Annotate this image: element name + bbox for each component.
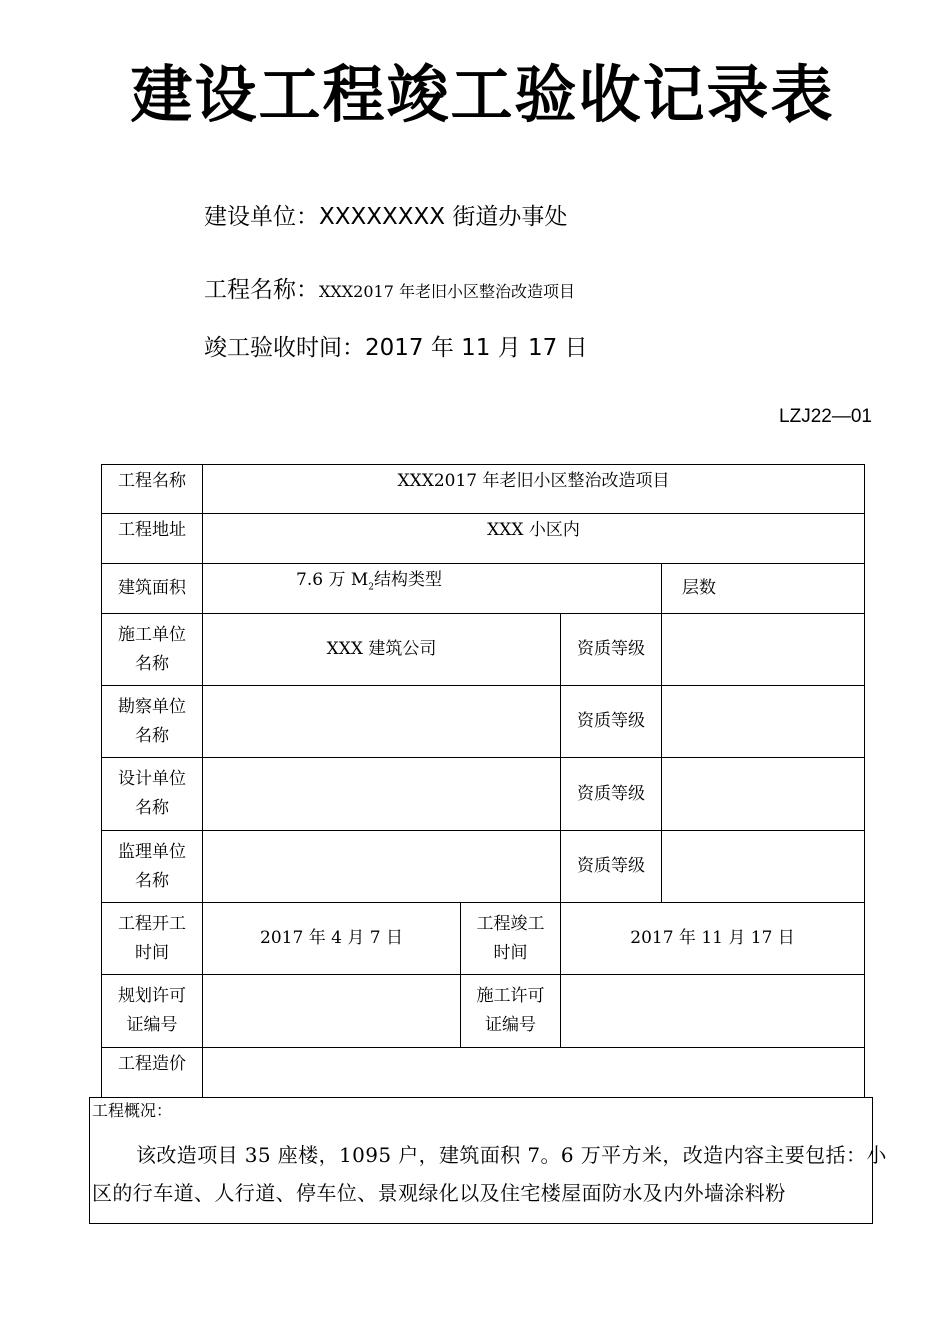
supervision-qualification-label: 资质等级 <box>561 831 662 903</box>
project-overview <box>89 1097 887 1224</box>
table-row <box>102 686 865 758</box>
table-row <box>102 514 865 564</box>
planning-permit-value <box>203 975 461 1048</box>
contractor-value: XXX 建筑公司 <box>203 614 561 686</box>
survey-value <box>203 686 561 758</box>
document-title: 建设工程竣工验收记录表 <box>130 58 835 131</box>
cost-label: 工程造价 <box>102 1048 203 1098</box>
project-value: XXX2017 年老旧小区整治改造项目 <box>319 282 575 301</box>
survey-qualification-label: 资质等级 <box>561 686 662 758</box>
table-row <box>102 614 865 686</box>
table-row <box>102 564 865 614</box>
address-value: XXX 小区内 <box>203 514 865 564</box>
construction-permit-value <box>561 975 865 1048</box>
finish-date-value: 2017 年 11 月 17 日 <box>561 903 865 975</box>
area-unit-sub: 2 <box>368 582 374 593</box>
start-date-value: 2017 年 4 月 7 日 <box>203 903 461 975</box>
structure-label: 结构类型 <box>373 570 442 590</box>
overview-label: 工程概况： <box>92 1101 173 1120</box>
planning-permit-label: 规划许可证编号 <box>102 975 203 1048</box>
supervision-value <box>203 831 561 903</box>
table-row <box>102 1048 865 1098</box>
cost-value <box>203 1048 865 1098</box>
survey-label: 勘察单位名称 <box>102 686 203 758</box>
table-row <box>102 975 865 1048</box>
floors-label: 层数 <box>662 564 865 614</box>
table-row <box>102 758 865 831</box>
acceptance-date-value: 2017 年 11 月 17 日 <box>365 335 588 361</box>
builder-label: 建设单位： <box>204 204 319 230</box>
contractor-qualification-value <box>662 614 865 686</box>
table-row <box>102 831 865 903</box>
form-code: LZJ22—01 <box>779 406 872 427</box>
project-name-value: XXX2017 年老旧小区整治改造项目 <box>203 465 865 514</box>
overview-text: 该改造项目 35 座楼，1095 户，建筑面积 7。6 万平方米，改造内容主要包括：小区的行车道、人行道、停车位、景观绿化以及住宅楼屋面防水及内外墙涂料粉 <box>92 1143 887 1205</box>
design-value <box>203 758 561 831</box>
builder-line <box>204 202 567 232</box>
survey-qualification-value <box>662 686 865 758</box>
area-structure-cell <box>203 564 662 614</box>
start-date-label: 工程开工时间 <box>102 903 203 975</box>
table-row <box>102 465 865 514</box>
design-qualification-label: 资质等级 <box>561 758 662 831</box>
project-label: 工程名称： <box>204 277 319 303</box>
finish-date-label: 工程竣工时间 <box>461 903 561 975</box>
contractor-label: 施工单位名称 <box>102 614 203 686</box>
acceptance-date-line <box>204 333 588 363</box>
table-row <box>102 903 865 975</box>
contractor-qualification-label: 资质等级 <box>561 614 662 686</box>
design-qualification-value <box>662 758 865 831</box>
acceptance-table <box>101 464 865 1098</box>
supervision-qualification-value <box>662 831 865 903</box>
construction-permit-label: 施工许可证编号 <box>461 975 561 1048</box>
builder-value: XXXXXXXX 街道办事处 <box>319 204 568 230</box>
design-label: 设计单位名称 <box>102 758 203 831</box>
project-line <box>204 275 575 307</box>
area-value: 7.6 万 M <box>296 570 369 590</box>
project-name-label: 工程名称 <box>102 465 203 514</box>
acceptance-date-label: 竣工验收时间： <box>204 335 365 361</box>
supervision-label: 监理单位名称 <box>102 831 203 903</box>
address-label: 工程地址 <box>102 514 203 564</box>
area-label: 建筑面积 <box>102 564 203 614</box>
